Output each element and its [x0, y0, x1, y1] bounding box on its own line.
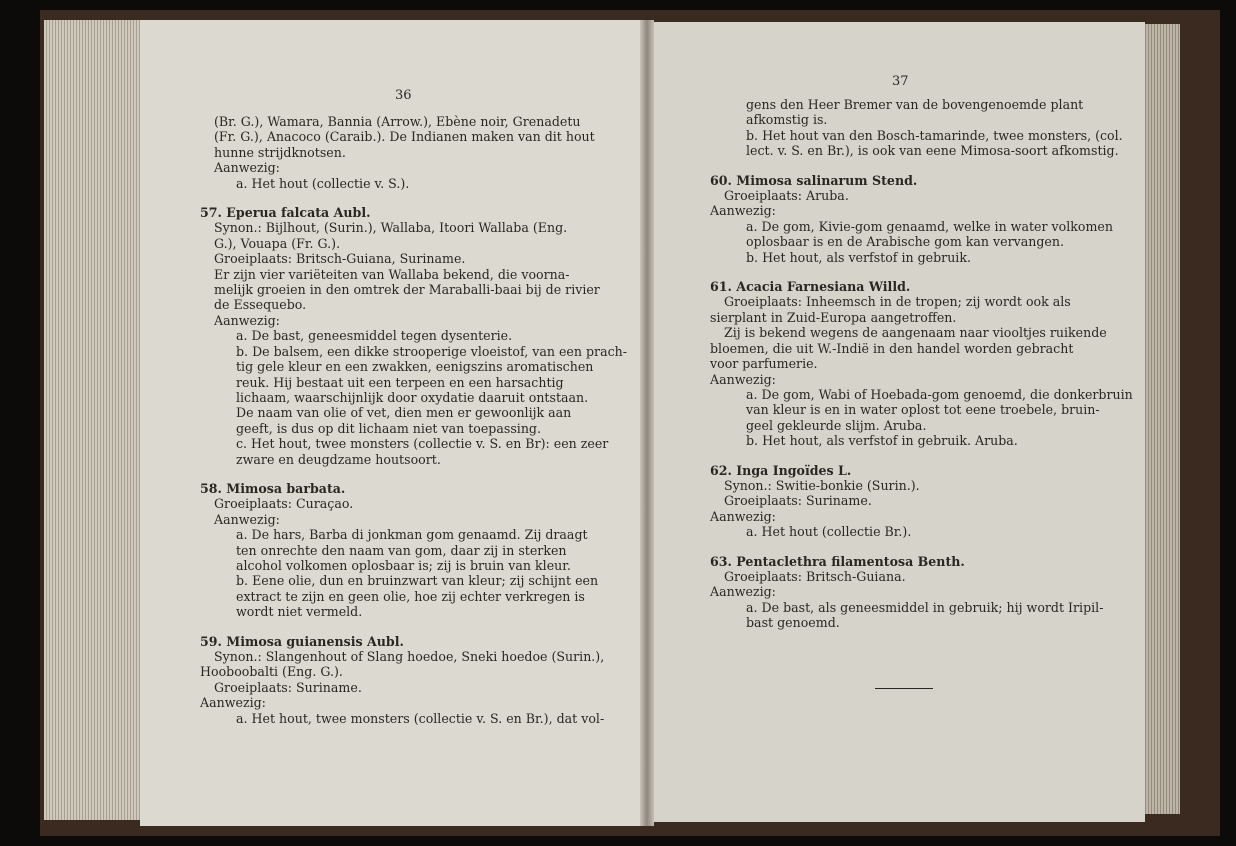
page-edges-right [1140, 24, 1180, 814]
text-line: Aanwezig: [710, 584, 776, 600]
text-line: Synon.: Switie-bonkie (Surin.). [724, 477, 920, 493]
text-line: gens den Heer Bremer van de bovengenoemde plant [746, 97, 1084, 112]
text-line: geeft, is dus op dit lichaam niet van toepassing. [236, 420, 541, 436]
text-line: Aanwezig: [710, 203, 776, 219]
text-line: bloemen, die uit W.-Indië in den handel worden gebracht [710, 340, 1074, 356]
text-line: a. Het hout (collectie Br.). [746, 524, 912, 540]
text-line: a. De bast, als geneesmiddel in gebruik; hij wordt Iripil- [746, 599, 1104, 615]
text-line: Groeiplaats: Britsch-Guiana. [724, 568, 906, 584]
book-gutter [640, 20, 654, 826]
entry-heading: 57. Eperua falcata Aubl. [200, 205, 371, 221]
entry-heading: 60. Mimosa salinarum Stend. [710, 172, 918, 188]
text-line: Hooboobalti (Eng. G.). [200, 664, 343, 680]
text-line: lect. v. S. en Br.), is ook van eene Mimosa-soort afkomstig. [746, 143, 1119, 159]
text-line: b. De balsem, een dikke strooperige vloeistof, van een prach- [236, 343, 627, 359]
text-line: Aanwezig: [200, 695, 266, 711]
text-line: tig gele kleur en een zwakken, eenigszins aromatischen [236, 359, 594, 375]
entry-heading: 61. Acacia Farnesiana Willd. [710, 279, 911, 295]
text-line: De naam van olie of vet, dien men er gewoonlijk aan [236, 405, 572, 421]
spacer [710, 159, 1130, 173]
text-line: c. Het hout, twee monsters (collectie v. S. en Br): een zeer [236, 436, 609, 452]
text-line: Aanwezig: [710, 371, 776, 387]
entry-heading: 58. Mimosa barbata. [200, 480, 346, 496]
text-line: a. Het hout, twee monsters (collectie v. S. en Br.), dat vol- [236, 710, 605, 726]
text-line: Aanwezig: [214, 511, 280, 527]
text-line: geel gekleurde slijm. Aruba. [746, 417, 927, 433]
spacer [200, 191, 625, 205]
text-line: zware en deugdzame houtsoort. [236, 451, 441, 467]
text-line: Zij is bekend wegens de aangenaam naar viooltjes ruikende [724, 325, 1107, 341]
text-line: oplosbaar is en de Arabische gom kan vervangen. [746, 234, 1064, 250]
page-edges-left [44, 20, 140, 820]
text-line: (Br. G.), Wamara, Bannia (Arrow.), Ebène noir, Grenadetu [214, 114, 581, 129]
entry-heading: 59. Mimosa guianensis Aubl. [200, 633, 404, 649]
spacer [200, 620, 625, 634]
text-line: a. Het hout (collectie v. S.). [236, 175, 410, 191]
text-line: Aanwezig: [710, 508, 776, 524]
entry-heading: 62. Inga Ingoïdes L. [710, 462, 852, 478]
left-page-text [200, 114, 625, 726]
text-line: Aanwezig: [214, 160, 280, 176]
text-line: Synon.: Bijlhout, (Surin.), Wallaba, Itoori Wallaba (Eng. [214, 220, 568, 236]
right-page-number: 37 [892, 74, 909, 89]
spacer [710, 265, 1130, 279]
spacer [200, 467, 625, 481]
text-line: b. Het hout van den Bosch-tamarinde, twee monsters, (col. [746, 127, 1123, 143]
left-page-number: 36 [395, 88, 412, 103]
text-line: hunne strijdknotsen. [214, 144, 346, 160]
text-line: bast genoemd. [746, 615, 840, 631]
text-line: lichaam, waarschijnlijk door oxydatie daaruit ontstaan. [236, 389, 589, 405]
text-line: voor parfumerie. [710, 356, 818, 372]
text-line: extract te zijn en geen olie, hoe zij echter verkregen is [236, 588, 585, 604]
text-line: sierplant in Zuid-Europa aangetroffen. [710, 309, 957, 325]
text-line: Er zijn vier variëteiten van Wallaba bekend, die voorna- [214, 266, 570, 282]
text-line: b. Het hout, als verfstof in gebruik. [746, 249, 971, 265]
text-line: Synon.: Slangenhout of Slang hoedoe, Sneki hoedoe (Surin.), [214, 649, 605, 664]
text-line: Groeiplaats: Suriname. [214, 679, 362, 695]
text-line: a. De gom, Wabi of Hoebada-gom genoemd, die donkerbruin [746, 386, 1133, 402]
spacer [710, 540, 1130, 554]
text-line: a. De hars, Barba di jonkman gom genaamd. Zij draagt [236, 527, 588, 543]
right-page-text [710, 97, 1133, 631]
text-line: van kleur is en in water oplost tot eene troebele, bruin- [746, 402, 1100, 418]
text-line: Groeiplaats: Aruba. [724, 188, 849, 204]
text-line: Groeiplaats: Suriname. [724, 493, 872, 509]
text-line: wordt niet vermeld. [236, 604, 363, 620]
text-line: G.), Vouapa (Fr. G.). [214, 235, 341, 251]
text-line: alcohol volkomen oplosbaar is; zij is bruin van kleur. [236, 557, 571, 573]
text-line: Groeiplaats: Inheemsch in de tropen; zij wordt ook als [724, 294, 1071, 310]
text-line: ten onrechte den naam van gom, daar zij in sterken [236, 542, 567, 558]
text-line: reuk. Hij bestaat uit een terpeen en een harsachtig [236, 374, 564, 390]
text-line: de Essequebo. [214, 297, 307, 313]
text-line: b. Eene olie, dun en bruinzwart van kleur; zij schijnt een [236, 573, 599, 589]
text-line: (Fr. G.), Anacoco (Caraib.). De Indianen maken van dit hout [214, 129, 595, 145]
spacer [710, 449, 1130, 463]
text-line: afkomstig is. [746, 112, 828, 128]
end-rule [875, 688, 933, 689]
text-line: b. Het hout, als verfstof in gebruik. Aruba. [746, 433, 1018, 449]
text-line: melijk groeien in den omtrek der Maraballi-baai bij de rivier [214, 282, 600, 298]
text-line: Groeiplaats: Britsch-Guiana, Suriname. [214, 251, 466, 267]
entry-heading: 63. Pentaclethra filamentosa Benth. [710, 553, 965, 569]
text-line: a. De bast, geneesmiddel tegen dysenterie. [236, 328, 513, 344]
text-line: a. De gom, Kivie-gom genaamd, welke in water volkomen [746, 218, 1113, 234]
text-line: Groeiplaats: Curaçao. [214, 496, 354, 512]
text-line: Aanwezig: [214, 312, 280, 328]
